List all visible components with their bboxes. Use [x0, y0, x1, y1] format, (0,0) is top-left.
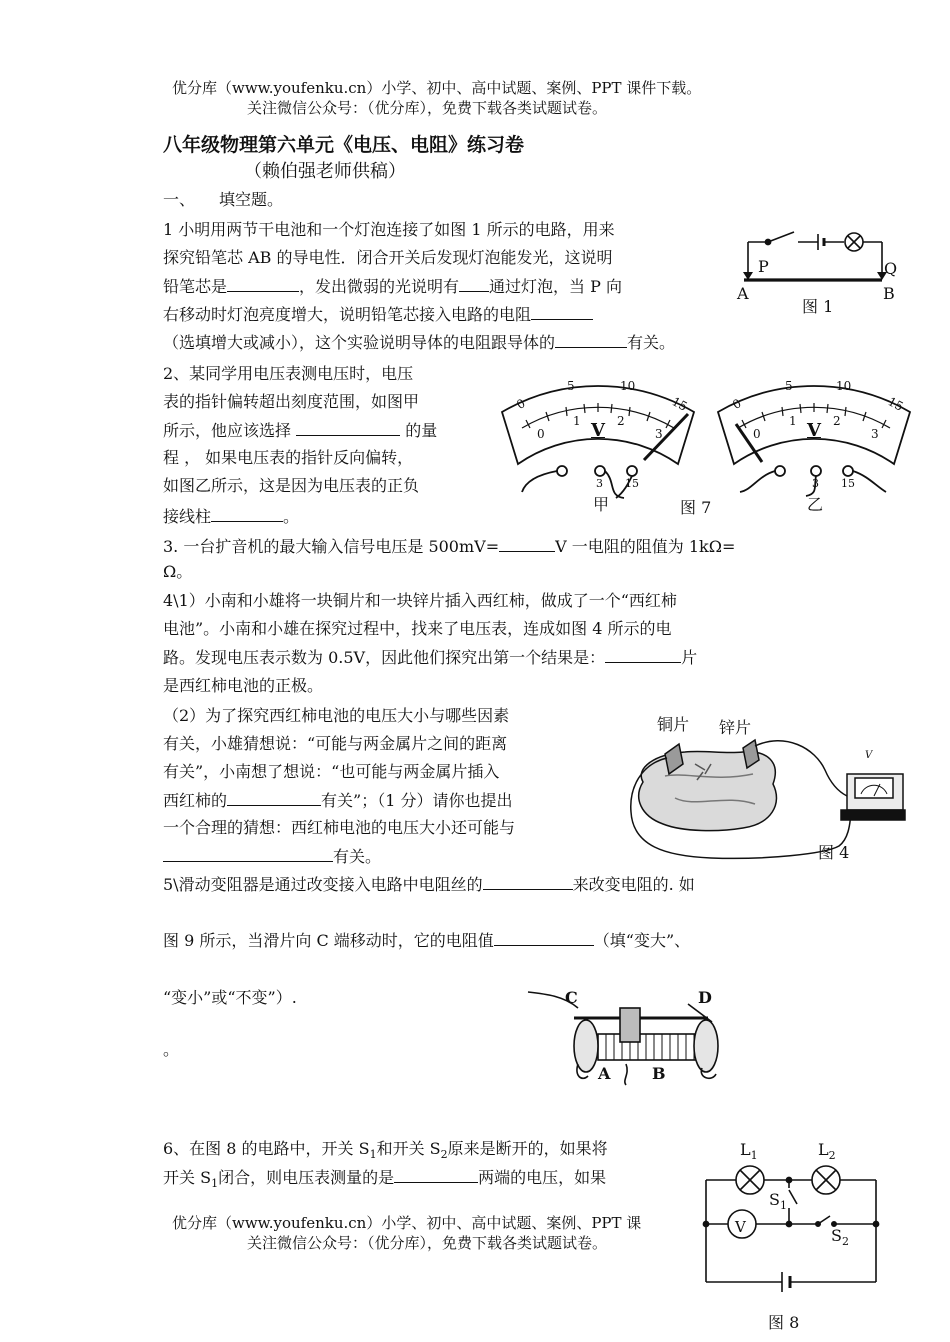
- page-title: 八年级物理第六单元《电压、电阻》练习卷: [163, 134, 525, 156]
- fig8-caption: 图 8: [768, 1313, 800, 1332]
- fig7-b-scale-b1: 1: [789, 414, 797, 428]
- fig8-meter-v: V: [735, 1218, 746, 1236]
- fig8-l2-sub: 2: [828, 1149, 836, 1163]
- q5-text-c: 图 9 所示，当滑片向 C 端移动时，它的电阻值: [163, 931, 494, 950]
- fig8-s1-sub: 1: [779, 1199, 787, 1213]
- q6-line-2: [163, 1167, 606, 1194]
- q1-blank-4[interactable]: [555, 332, 627, 348]
- q1-text-f: 有关。: [627, 333, 676, 352]
- fig8-label-l2: [818, 1140, 836, 1162]
- q1-text-d: 右移动时灯泡亮度增大，说明铅笔芯接入电路的电阻: [163, 305, 532, 324]
- q4-line-3: [163, 647, 697, 668]
- q4-line-1: 4\1）小南和小雄将一块铜片和一块锌片插入西红柿，做成了一个“西红柿: [163, 591, 677, 610]
- q1-line-2: 探究铅笔芯 AB 的导电性．闭合开关后发现灯泡能发光，这说明: [163, 248, 613, 267]
- q6-text-b: 和开关 S: [376, 1139, 441, 1158]
- fig1-label-q: Q: [884, 259, 898, 278]
- fig8-label-s1: [769, 1190, 787, 1212]
- footer-line-1: 优分库（www.youfenku.cn）小学、初中、高中试题、案例、PPT 课: [172, 1214, 642, 1232]
- q2-line-1: 2、某同学用电压表测电压时，电压: [163, 364, 414, 383]
- fig7-b-scale-10: 10: [836, 379, 852, 393]
- q4-line-9: 一个合理的猜想：西红柿电池的电压大小还可能与: [163, 818, 516, 837]
- q1-line-1: 1 小明用两节干电池和一个灯泡连接了如图 1 所示的电路，用来: [163, 220, 615, 239]
- q4-text-d: 有关”；（1 分）请你也提出: [321, 791, 513, 810]
- fig8-s1-text: S: [769, 1190, 780, 1209]
- q2-line-2: 表的指针偏转超出刻度范围，如图甲: [163, 392, 420, 411]
- q3-blank-1[interactable]: [499, 536, 555, 552]
- q4-line-5: （2）为了探究西红柿电池的电压大小与哪些因素: [163, 706, 510, 725]
- q5-line-3: “变小”或“不变”）.: [163, 988, 297, 1007]
- fig7-b-term-15: 15: [841, 477, 855, 490]
- q4-line-8: [163, 790, 512, 811]
- footer-line-2: 关注微信公众号：（优分库），免费下载各类试题试卷。: [247, 1234, 608, 1252]
- fig7-label-yi: 乙: [807, 495, 824, 514]
- fig7-a-scale-5: 5: [567, 379, 575, 393]
- fig8-s2-sub: 2: [841, 1235, 849, 1249]
- fig1-label-a: A: [737, 284, 749, 303]
- figure-8-circuit: [700, 1160, 890, 1300]
- q4-line-7: 有关”，小南想了想说：“也可能与两金属片插入: [163, 762, 500, 781]
- q4-text-c: 西红柿的: [163, 791, 228, 810]
- q4-line-2: 电池”。小南和小雄在探究过程中，找来了电压表，连成如图 4 所示的电: [163, 619, 672, 638]
- q1-text-b: ，发出微弱的光说明有: [299, 277, 460, 296]
- q5-text-a: 5\滑动变阻器是通过改变接入电路中电阻丝的: [163, 875, 483, 894]
- q2-blank-1[interactable]: [296, 420, 400, 436]
- header-line-1: 优分库（www.youfenku.cn）小学、初中、高中试题、案例、PPT 课件下载。: [172, 79, 702, 97]
- fig8-l2-text: L: [818, 1140, 829, 1159]
- q1-line-4: [163, 304, 593, 325]
- fig7-b-scale-0: 0: [730, 396, 744, 412]
- q6-sub-2: 2: [440, 1148, 448, 1162]
- q3-text-b: V 一电阻的阻值为 1kΩ=: [555, 537, 736, 556]
- fig4-label-copper: 铜片: [657, 715, 690, 734]
- fig7-a-scale-b2: 2: [617, 414, 625, 428]
- q6-blank-1[interactable]: [394, 1167, 478, 1183]
- fig7-b-unit: V: [807, 420, 821, 441]
- q2-blank-2[interactable]: [211, 506, 283, 522]
- fig7-b-scale-15: 15: [885, 394, 906, 414]
- q2-line-6: [163, 506, 299, 527]
- q2-text-c: 接线柱: [163, 507, 212, 526]
- figure-9-rheostat: [526, 990, 726, 1085]
- fig7-b-scale-b3: 3: [871, 427, 879, 441]
- q1-text-e: （选填增大或减小），这个实验说明导体的电阻跟导体的: [163, 333, 556, 352]
- q6-line-1: [163, 1139, 608, 1165]
- fig7-b-scale-5: 5: [785, 379, 793, 393]
- q3-line-1: [163, 536, 735, 557]
- fig4-caption: 图 4: [818, 843, 850, 862]
- fig7-a-term-15: 15: [625, 477, 639, 490]
- fig8-l1-text: L: [740, 1140, 751, 1159]
- q5-blank-2[interactable]: [494, 930, 594, 946]
- section-heading: 一、 填空题。: [163, 190, 284, 209]
- fig4-meter-unit: V: [865, 750, 873, 761]
- fig7-a-scale-10: 10: [620, 379, 636, 393]
- q2-line-4: 程 ， 如果电压表的指针反向偏转，: [163, 448, 414, 467]
- fig7-a-scale-15: 15: [669, 394, 690, 414]
- fig8-label-s2: [831, 1226, 849, 1248]
- q5-blank-1[interactable]: [483, 874, 573, 890]
- fig9-label-b: B: [652, 1064, 666, 1083]
- q1-line-3: [163, 276, 622, 297]
- q3-text-a: 3. 一台扩音机的最大输入信号电压是 500mV=: [163, 537, 500, 556]
- q6-text-f: 两端的电压，如果: [478, 1168, 607, 1187]
- q2-text-d: 。: [283, 507, 300, 526]
- fig8-s2-text: S: [831, 1226, 842, 1245]
- q5-line-2: [163, 930, 690, 951]
- q4-blank-3[interactable]: [163, 846, 333, 862]
- fig9-label-d: D: [698, 988, 712, 1007]
- q4-line-10: [163, 846, 381, 867]
- q4-text-a: 路。发现电压表示数为 0.5V，因此他们探究出第一个结果是：: [163, 648, 606, 667]
- q4-line-6: 有关，小雄猜想说：“可能与两金属片之间的距离: [163, 734, 508, 753]
- fig4-label-zinc: 锌片: [719, 718, 752, 737]
- q6-text-a: 6、在图 8 的电路中，开关 S: [163, 1139, 370, 1158]
- q5-text-b: 来改变电阻的. 如: [572, 875, 695, 894]
- q5-line-1: [163, 874, 695, 895]
- q2-text-a: 所示，他应该选择: [163, 421, 292, 440]
- fig7-caption: 图 7: [680, 498, 712, 517]
- header-line-2: 关注微信公众号：（优分库），免费下载各类试题试卷。: [247, 99, 608, 117]
- fig7-a-scale-b0: 0: [537, 427, 545, 441]
- q5-line-4: 。: [163, 1040, 180, 1059]
- q4-line-4: 是西红柿电池的正极。: [163, 676, 324, 695]
- fig9-label-a: A: [598, 1064, 611, 1083]
- q2-line-5: 如图乙所示，这是因为电压表的正负: [163, 476, 420, 495]
- fig7-a-scale-0: 0: [514, 396, 528, 412]
- fig7-label-jia: 甲: [593, 495, 610, 514]
- q1-line-5: [163, 332, 675, 353]
- fig1-label-p: P: [758, 257, 769, 276]
- fig7-b-scale-b2: 2: [833, 414, 841, 428]
- figure-7-voltmeters: [496, 372, 921, 512]
- q1-blank-3[interactable]: [531, 304, 593, 320]
- q6-text-c: 原来是断开的，如果将: [447, 1139, 608, 1158]
- q2-text-b: 的量: [405, 421, 438, 440]
- q6-sub-3: 1: [211, 1177, 219, 1191]
- q2-line-3: [163, 420, 437, 441]
- q1-blank-2[interactable]: [459, 276, 489, 292]
- fig7-a-scale-b3: 3: [655, 427, 663, 441]
- figure-4-tomato-battery: [625, 728, 910, 864]
- q1-text-a: 铅笔芯是: [163, 277, 228, 296]
- fig9-label-c: C: [565, 988, 578, 1007]
- q1-text-c: 通过灯泡，当 P 向: [489, 277, 622, 296]
- fig1-label-b: B: [883, 284, 895, 303]
- fig1-caption: 图 1: [802, 297, 834, 316]
- fig7-a-unit: V: [591, 420, 605, 441]
- q6-text-d: 开关 S: [163, 1168, 212, 1187]
- q3-line-2: Ω。: [163, 562, 193, 581]
- fig7-a-term-3: 3: [596, 477, 603, 490]
- author-credit: （赖伯强老师供稿）: [244, 161, 406, 182]
- fig7-a-scale-b1: 1: [573, 414, 581, 428]
- q6-text-e: 闭合，则电压表测量的是: [218, 1168, 395, 1187]
- fig7-b-term-3: 3: [812, 477, 819, 490]
- q4-blank-2[interactable]: [227, 790, 321, 806]
- q4-text-b: 片: [681, 648, 698, 667]
- q1-blank-1[interactable]: [227, 276, 299, 292]
- fig7-b-scale-b0: 0: [753, 427, 761, 441]
- q6-sub-1: 1: [369, 1148, 377, 1162]
- q4-blank-1[interactable]: [605, 647, 681, 663]
- fig8-label-l1: [740, 1140, 758, 1162]
- q4-text-e: 有关。: [333, 847, 382, 866]
- q5-text-d: （填“变大”、: [593, 931, 691, 950]
- fig8-l1-sub: 1: [750, 1149, 758, 1163]
